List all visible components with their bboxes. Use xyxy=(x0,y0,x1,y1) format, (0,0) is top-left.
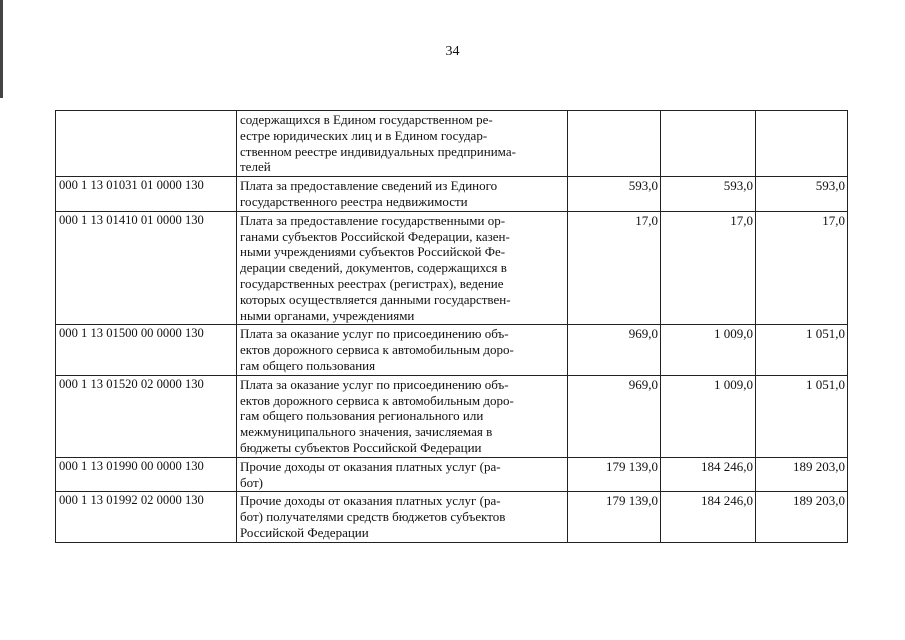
budget-revenue-table xyxy=(55,110,848,543)
revenue-name-cell xyxy=(237,111,568,177)
revenue-name-line: Плата за оказание услуг по присоединению объ- xyxy=(240,376,509,392)
table-row xyxy=(56,211,848,325)
table-row xyxy=(56,375,848,457)
revenue-name-cell xyxy=(237,177,568,212)
revenue-code-cell: 000 1 13 01990 00 0000 130 xyxy=(56,457,237,492)
revenue-name-cell xyxy=(237,375,568,457)
amount-cell-year-1 xyxy=(568,111,661,177)
amount-cell-year-3: 1 051,0 xyxy=(756,375,848,457)
revenue-name-line: государственных реестрах (регистрах), ведение xyxy=(240,275,504,291)
amount-cell-year-2: 17,0 xyxy=(661,211,756,325)
amount-cell-year-3: 593,0 xyxy=(756,177,848,212)
table-row xyxy=(56,492,848,542)
revenue-name-line: ственном реестре индивидуальных предпринима- xyxy=(240,143,516,159)
revenue-name-line: Плата за предоставление государственными ор- xyxy=(240,212,506,228)
revenue-name-cell xyxy=(237,325,568,375)
page-number: 34 xyxy=(445,44,460,59)
amount-cell-year-3: 17,0 xyxy=(756,211,848,325)
amount-cell-year-1: 593,0 xyxy=(568,177,661,212)
table-body xyxy=(56,111,848,543)
amount-cell-year-3: 1 051,0 xyxy=(756,325,848,375)
revenue-name-cell xyxy=(237,492,568,542)
revenue-name-line: Российской Федерации xyxy=(240,524,369,540)
revenue-name-line: Плата за оказание услуг по присоединению объ- xyxy=(240,326,509,342)
revenue-name-line: бот) xyxy=(240,474,263,490)
amount-cell-year-2: 184 246,0 xyxy=(661,492,756,542)
revenue-name-cell xyxy=(237,211,568,325)
revenue-name-line: ектов дорожного сервиса к автомобильным доро- xyxy=(240,342,514,358)
amount-cell-year-2: 184 246,0 xyxy=(661,457,756,492)
revenue-code-cell: 000 1 13 01500 00 0000 130 xyxy=(56,325,237,375)
amount-cell-year-2: 1 009,0 xyxy=(661,375,756,457)
table-row xyxy=(56,457,848,492)
amount-cell-year-1: 17,0 xyxy=(568,211,661,325)
amount-cell-year-1: 179 139,0 xyxy=(568,457,661,492)
revenue-name-line: бот) получателями средств бюджетов субъектов xyxy=(240,509,506,525)
revenue-name-line: ганами субъектов Российской Федерации, казен- xyxy=(240,228,510,244)
table-row xyxy=(56,325,848,375)
revenue-name-cell xyxy=(237,457,568,492)
revenue-name-line: Плата за предоставление сведений из Единого xyxy=(240,178,498,194)
revenue-name-line: которых осуществляется данными государствен- xyxy=(240,291,511,307)
amount-cell-year-1: 969,0 xyxy=(568,325,661,375)
revenue-name-line: дерации сведений, документов, содержащихся в xyxy=(240,260,507,276)
revenue-name-line: Прочие доходы от оказания платных услуг (ра- xyxy=(240,493,501,509)
amount-cell-year-3: 189 203,0 xyxy=(756,492,848,542)
amount-cell-year-2: 1 009,0 xyxy=(661,325,756,375)
revenue-name-line: содержащихся в Едином государственном ре- xyxy=(240,112,493,127)
revenue-code-cell xyxy=(56,111,237,177)
amount-cell-year-3: 189 203,0 xyxy=(756,457,848,492)
revenue-name-line: гам общего пользования xyxy=(240,357,376,373)
revenue-code-cell: 000 1 13 01031 01 0000 130 xyxy=(56,177,237,212)
revenue-name-line: межмуниципального значения, зачисляемая в xyxy=(240,424,493,440)
revenue-name-line: гам общего пользования регионального или xyxy=(240,408,484,424)
amount-cell-year-2 xyxy=(661,111,756,177)
amount-cell-year-2: 593,0 xyxy=(661,177,756,212)
revenue-name-line: естре юридических лиц и в Едином государ- xyxy=(240,127,488,143)
revenue-code-cell: 000 1 13 01410 01 0000 130 xyxy=(56,211,237,325)
revenue-name-line: ектов дорожного сервиса к автомобильным доро- xyxy=(240,392,514,408)
amount-cell-year-3 xyxy=(756,111,848,177)
table-row xyxy=(56,177,848,212)
revenue-code-cell: 000 1 13 01992 02 0000 130 xyxy=(56,492,237,542)
table-row xyxy=(56,111,848,177)
revenue-name-line: Прочие доходы от оказания платных услуг (ра- xyxy=(240,458,501,474)
revenue-name-line: ными учреждениями субъектов Российской Фе- xyxy=(240,244,506,260)
amount-cell-year-1: 179 139,0 xyxy=(568,492,661,542)
revenue-name-line: государственного реестра недвижимости xyxy=(240,193,468,209)
revenue-code-cell: 000 1 13 01520 02 0000 130 xyxy=(56,375,237,457)
amount-cell-year-1: 969,0 xyxy=(568,375,661,457)
revenue-name-line: бюджеты субъектов Российской Федерации xyxy=(240,439,482,455)
revenue-name-line: ными органами, учреждениями xyxy=(240,307,415,323)
revenue-name-line: телей xyxy=(240,159,271,175)
